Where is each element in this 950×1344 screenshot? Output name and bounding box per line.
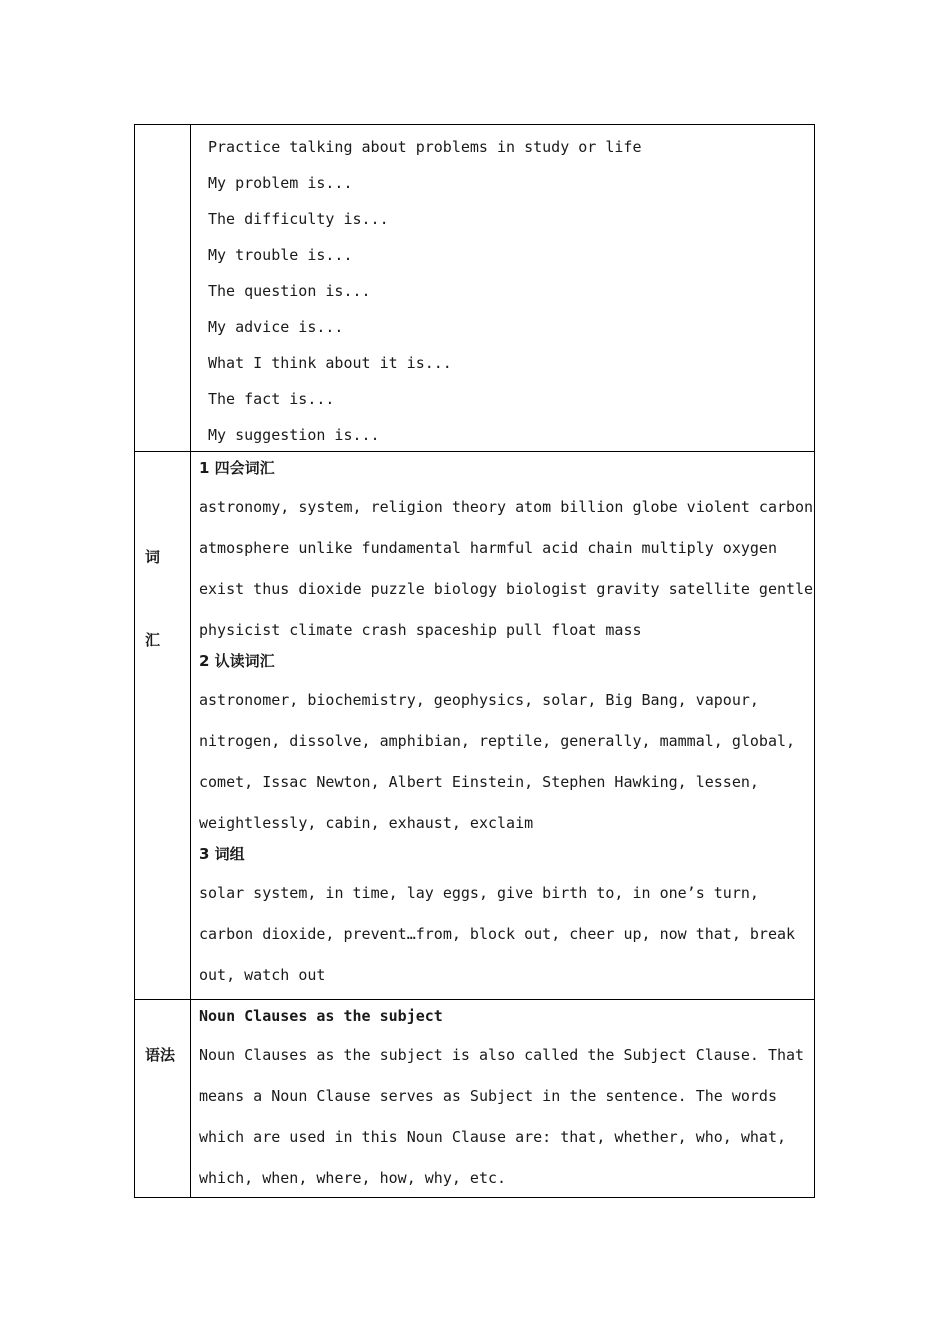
phrase-line: What I think about it is...	[208, 354, 452, 372]
phrase-line: Practice talking about problems in study or life	[208, 138, 642, 156]
core-vocabulary-text: astronomy, system, religion theory atom billion globe violent carbon atmosphere unlike fundamental harmful acid chain multiply oxygen exist thus dioxide puzzle biology biologist gravity satellite gentle physicist climate crash spaceship pull float mass	[199, 498, 814, 639]
phrase-line: The fact is...	[208, 390, 335, 408]
vocabulary-label-cell	[135, 452, 191, 999]
core-vocabulary-heading: 1 四会词汇	[199, 459, 275, 477]
phrase-line: My problem is...	[208, 174, 353, 192]
phrases-label-cell	[135, 125, 191, 451]
reading-vocabulary-heading: 2 认读词汇	[199, 652, 275, 670]
grammar-text: Noun Clauses as the subject is also called the Subject Clause. That means a Noun Clause serves as Subject in the sentence. The words which are used in this Noun Clause are: that, whether, who, what, which, when, where, how, why, etc.	[199, 1046, 805, 1187]
phrase-line: My trouble is...	[208, 246, 353, 264]
vocabulary-phrases-heading: 3 词组	[199, 845, 245, 863]
reading-vocabulary-text: astronomer, biochemistry, geophysics, solar, Big Bang, vapour, nitrogen, dissolve, amphibian, reptile, generally, mammal, global, comet, Issac Newton, Albert Einstein, Stephen Hawking, lessen, weightlessly, cabin, exhaust, exclaim	[199, 691, 796, 832]
phrase-line: My advice is...	[208, 318, 344, 336]
vocabulary-row	[135, 451, 814, 999]
phrases-content-cell	[191, 125, 814, 451]
phrases-row	[135, 125, 814, 451]
grammar-heading: Noun Clauses as the subject	[199, 1007, 443, 1025]
vocabulary-phrases-text: solar system, in time, lay eggs, give birth to, in one’s turn, carbon dioxide, prevent…from, block out, cheer up, now that, break out, watch out	[199, 884, 796, 984]
grammar-content-cell	[191, 1000, 814, 1197]
lesson-table	[134, 124, 815, 1198]
vocabulary-label-char: 词	[145, 548, 161, 566]
grammar-label: 语法	[145, 1046, 176, 1064]
grammar-row	[135, 999, 814, 1197]
phrase-line: The difficulty is...	[208, 210, 389, 228]
vocabulary-content-cell	[191, 452, 814, 999]
phrase-line: The question is...	[208, 282, 371, 300]
grammar-label-cell	[135, 1000, 191, 1197]
vocabulary-label-char: 汇	[145, 631, 161, 649]
phrase-line: My suggestion is...	[208, 426, 380, 444]
